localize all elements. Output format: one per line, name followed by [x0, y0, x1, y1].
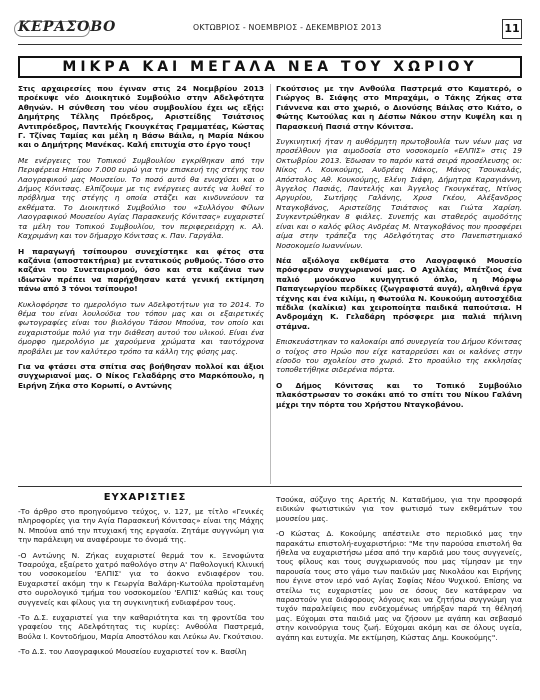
article-paving: Ο Δήμος Κόνιτσας και το Τοπικό Συμβούλιο πλακόστρωσαν το σοκάκι από το σπίτι του Νίκου Γαλάνη μέχρι την πόρτα του Χρήστου Νταγκοβάνου.: [276, 380, 522, 409]
article-blood-donation: Συγκινητική ήταν η αυθόρμητη πρωτοβουλία των νέων μας να προσέλθουν για αιμοδοσία στο νοσοκομείο «ΕΛΠΙΣ» στις 19 Οκτωβρίου 2013. Έδωσαν το παρόν κατά σειρά προσέλευσης οι: Νίκος Λ. Κουκούμης, Ανδρέας Νάκος, Μάνος Τσουκαλάς, Απόστολος Αθ. Κουκούμης, Ελένη Σιάφη, Δήμητρα Καραγιάννη, Άγγελος Πασιάς, Παντελής και Άγγελος Γκουγκέτας, Ντίνος Αργυρίου, Σωτήρης Γαλάνης, Χρυσ Γκέου, Αλέξανδρος Νταγκοβάνος, Αριστείδης Τσιάτσιος και Γιώτα Χαρίση. Συγκεντρώθηκαν 8 φιάλες. Συνεπής και σταθερός αιμοδότης είναι και ο καλός φίλος Ανδρέας Μ. Νταγκοβάνος που προσφέρει αίμα στην τράπεζα της Αδελφότητας στο Πανεπιστημιακό Νοσοκομείο Ιωαννίνων.: [276, 137, 522, 250]
thanks-item: -Το Δ.Σ. ευχαριστεί για την καθαριότητα και τη φροντίδα του γραφείου της Αδελφότητας τις κυρίες: Ανθούλα Παστρεμά, Βούλα Ι. Κοντοδήμου, Μαρία Αποστόλου και Λεύκω Αν. Γκούτσιου.: [18, 613, 264, 641]
thanks-right-column: [276, 495, 522, 648]
article-museum-exhibits: Νέα αξιόλογα εκθέματα στο Λαογραφικό Μουσείο πρόσφεραν συγχωριανοί μας. Ο Αχιλλέας Μπέτζιος ένα παλιό μονόκανο κυνηγητικό όπλο, η Μόρφω Παπαγεωργίου περδίκες (ζωγραφιστά αυγά), αληθινά έργα τέχνης και ένα κιλίμι, η Φωτούλα Ν. Κουκούμη αυτοσχέδια πέδιλα (καλίκια) και χειροποίητα παιδικά παπούτσια. Η Ανδρομάχη Κ. Γελαδάρη πρόσφερε μια παλιά πήλινη στάμνα.: [276, 255, 522, 331]
right-column: [276, 84, 522, 415]
thanks-item: -Ο Αντώνης Ν. Ζήκας ευχαριστεί θερμά τον κ. Ξενοφώντα Τσαρούχα, εξαίρετο χατρό παθολόγο στην Α' Παθολογική Κλινική του νοσοκομείου 'ΕΛΠΙΣ' για το άοκνο ενδιαφέρον του. Ευχαριστεί ακόμη την κ Γεωργία Βαλάρη-Κωτούλα προϊσταμένη στο ουρολογικό τμήμα του νοσοκομείου 'ΕΛΠΙΣ' καθώς και τους συγγενείς και φίλους για τη συγκινητική ενδιαφέρον τους.: [18, 550, 264, 607]
article-distribution-cont: Γκούτσιος με την Ανθούλα Παστρεμά στο Καματερό, ο Γιώργος Β. Σιάφης στο Μπραχάμι, ο Τάκης Ζήκας στα Γιάννενα και στο χωριό, ο Διονύσης Βάιλας στο Κιάτο, ο Φώτης Κωτούλας και η Δέσπω Νάκου στην Κυψέλη και η Παρασκευή Πασιά στην Κόνιτσα.: [276, 84, 522, 131]
thanks-item: -Το Δ.Σ. του Λαογραφικού Μουσείου ευχαριστεί τον κ. Βασίλη: [18, 647, 247, 657]
thanks-heading: ΕΥΧΑΡΙΣΤΙΕΣ: [103, 492, 187, 503]
header-rule: [18, 44, 522, 45]
thanks-item: -Ο Κώστας Δ. Κοκούμης απέστειλε στο περιοδικό μας την παρακάτω επιστολή-ευχαριστήριο: "Με την παρούσα επιστολή θα ήθελα να ευχαριστήσω μέσα από την καρδιά μου τους συγγενείς, τους φίλους και τους συγχωριανούς που μας τίμησαν με την παρουσία τους στο γάμο των παιδιών μας Νικολάου και Ειρήνης που έγινε στον ιερό ναό Αγίας Σοφίας Νέου Ψυχικού. Επίσης να στείλω τις ευχαριστίες μου σε όσους δεν κατάφεραν να παραστούν για διάφορους λόγους και να ζητήσω συγγνώμη για τυχόν παραλείψεις που ενδεχομένως υπήρξαν παρά τη θέλησή μας. Εύχομαι στα παιδιά μας να ζήσουν με αγάπη και σεβασμό στην κοινούργια τους ζωή. Εύχομαι ακόμη και σε όλους υγεία, αγάπη και ευτυχία. Με εκτίμηση, Κώστας Δημ. Κουκούμης".: [276, 529, 522, 642]
page-number: 11: [502, 19, 522, 39]
thanks-left-column: [18, 507, 264, 663]
newsletter-logo: ΚΕΡΑΣΟΒΟ: [18, 19, 117, 35]
left-column: [18, 84, 264, 396]
article-calendar: Κυκλοφόρησε το ημερολόγιο των Αδελφοτήτων για το 2014. Το θέμα του είναι λουλούδια του τόπου μας και οι εξαιρετικές φωτογραφίες είναι του βιολόγου Τάσου Μπούνα, τον οποίο και ευχαριστούμε πολύ για την διάθεση αυτού του υλικού. Είναι ένα όμορφο ημερολόγιο με χαρούμενα χρώματα και ταυτόχρονα προβάλει με τον καλύτερο τρόπο τα κάλλη της φύσης μας.: [18, 299, 264, 356]
thanks-item: Τσούκα, σύζυγο της Αρετής Ν. Καταδήμου, για την προσφορά ειδικών φωτιστικών για τον φωτισμό των εκθεμάτων του μουσείου μας.: [276, 495, 522, 523]
article-new-board: Στις αρχαιρεσίες που έγιναν στις 24 Νοεμβρίου 2013 προέκυψε νέο Διοικητικό Συμβούλιο στην Αδελφότητα Αθηνών. Η σύνθεση του νέου συμβουλίου έχει ως εξής: Δημήτρης Τέλλης Πρόεδρος, Αριστείδης Τσιάτσιος Αντιπρόεδρος, Παντελής Γκουγκέτας Γραμματέας, Κώστας Γ. Τζίνας Ταμίας και μέλη η Βάσω Βάιλα, η Μαρία Νάκου και ο Δημήτρης Μανέκας. Καλή επιτυχία στο έργο τους!: [18, 84, 264, 150]
article-museum-roof: Με ενέργειες του Τοπικού Συμβουλίου εγκρίθηκαν από την Περιφέρεια Ηπείρου 7.000 ευρώ για την επισκευή της στέγης του Λαογραφικού μας Μουσείου. Το ποσό αυτό θα ενισχύσει και ο Δήμος Κόνιτσας. Ελπίζουμε με τις ενέργειες αυτές να λυθεί το πρόβλημα της στέγης η οποία στάζει και κινδυνεύουν τα εκθέματα. Το Διοικητικό Συμβούλιο του «Συλλόγου Φίλων Λαογραφικού Μουσείου Αγίας Παρασκευής Κόνιτσας» ευχαριστεί τα μέλη του Τοπικού Συμβουλίου, τον περιφερειάρχη κ. Αλ. Καχριμάνη και τον δήμαρχο Κόνιτσας κ. Παν. Γαργάλα.: [18, 155, 264, 241]
column-divider: [270, 84, 271, 484]
article-tsipouro: Η παραγωγή τσίπουρου συνεχίστηκε και φέτος στα καζάνια (αποστακτήρια) με εντατικούς ρυθμούς. Τόσο στο καζάνι του Συνεταιρισμού, όσο και στα καζάνια των ιδιωτών πρέπει να παρήχθησαν κατά γενική εκτίμηση πάνω από 3 τόνοι τσίπουρο!: [18, 246, 264, 294]
thanks-item: -Το άρθρο στο προηγούμενο τεύχος, ν. 127, με τίτλο «Γενικές πληροφορίες για την Αγία Παρασκευή Κόνιτσας» είναι της Μάχης Ν. Μπούνα από την πτυχιακή της εργασία. Ζητάμε συγγνώμη για την παράλειψη να αναφέρουμε το όνομά της.: [18, 507, 264, 545]
article-distribution: Για να φτάσει στα σπίτια σας βοήθησαν πολλοί και άξιοι συγχωριανοί μας. Ο Νίκος Γελαδάρης στο Μαρκόπουλο, η Ειρήνη Ζήκα στο Κορωπί, ο Αντώνης: [18, 361, 264, 390]
issue-date: ΟΚΤΩΒΡΙΟΣ - ΝΟΕΜΒΡΙΟΣ - ΔΕΚΕΜΒΡΙΟΣ 2013: [193, 23, 382, 32]
thanks-rule: [18, 486, 522, 487]
article-repairs: Επισκευάστηκαν το καλοκαίρι από συνεργεία του Δήμου Κόνιτσας ο τοίχος στο Ηρώο που είχε καταρρεύσει και οι καλόνες στην είσοδο του σχολείου στο χωριό. Στο προαύλιο της εκκλησίας τοποθετήθηκε σιδερένια πόρτα.: [276, 337, 522, 375]
section-banner: ΜΙΚΡΑ ΚΑΙ ΜΕΓΑΛΑ ΝΕΑ ΤΟΥ ΧΩΡΙΟΥ: [18, 56, 522, 78]
page-header: [18, 19, 522, 41]
